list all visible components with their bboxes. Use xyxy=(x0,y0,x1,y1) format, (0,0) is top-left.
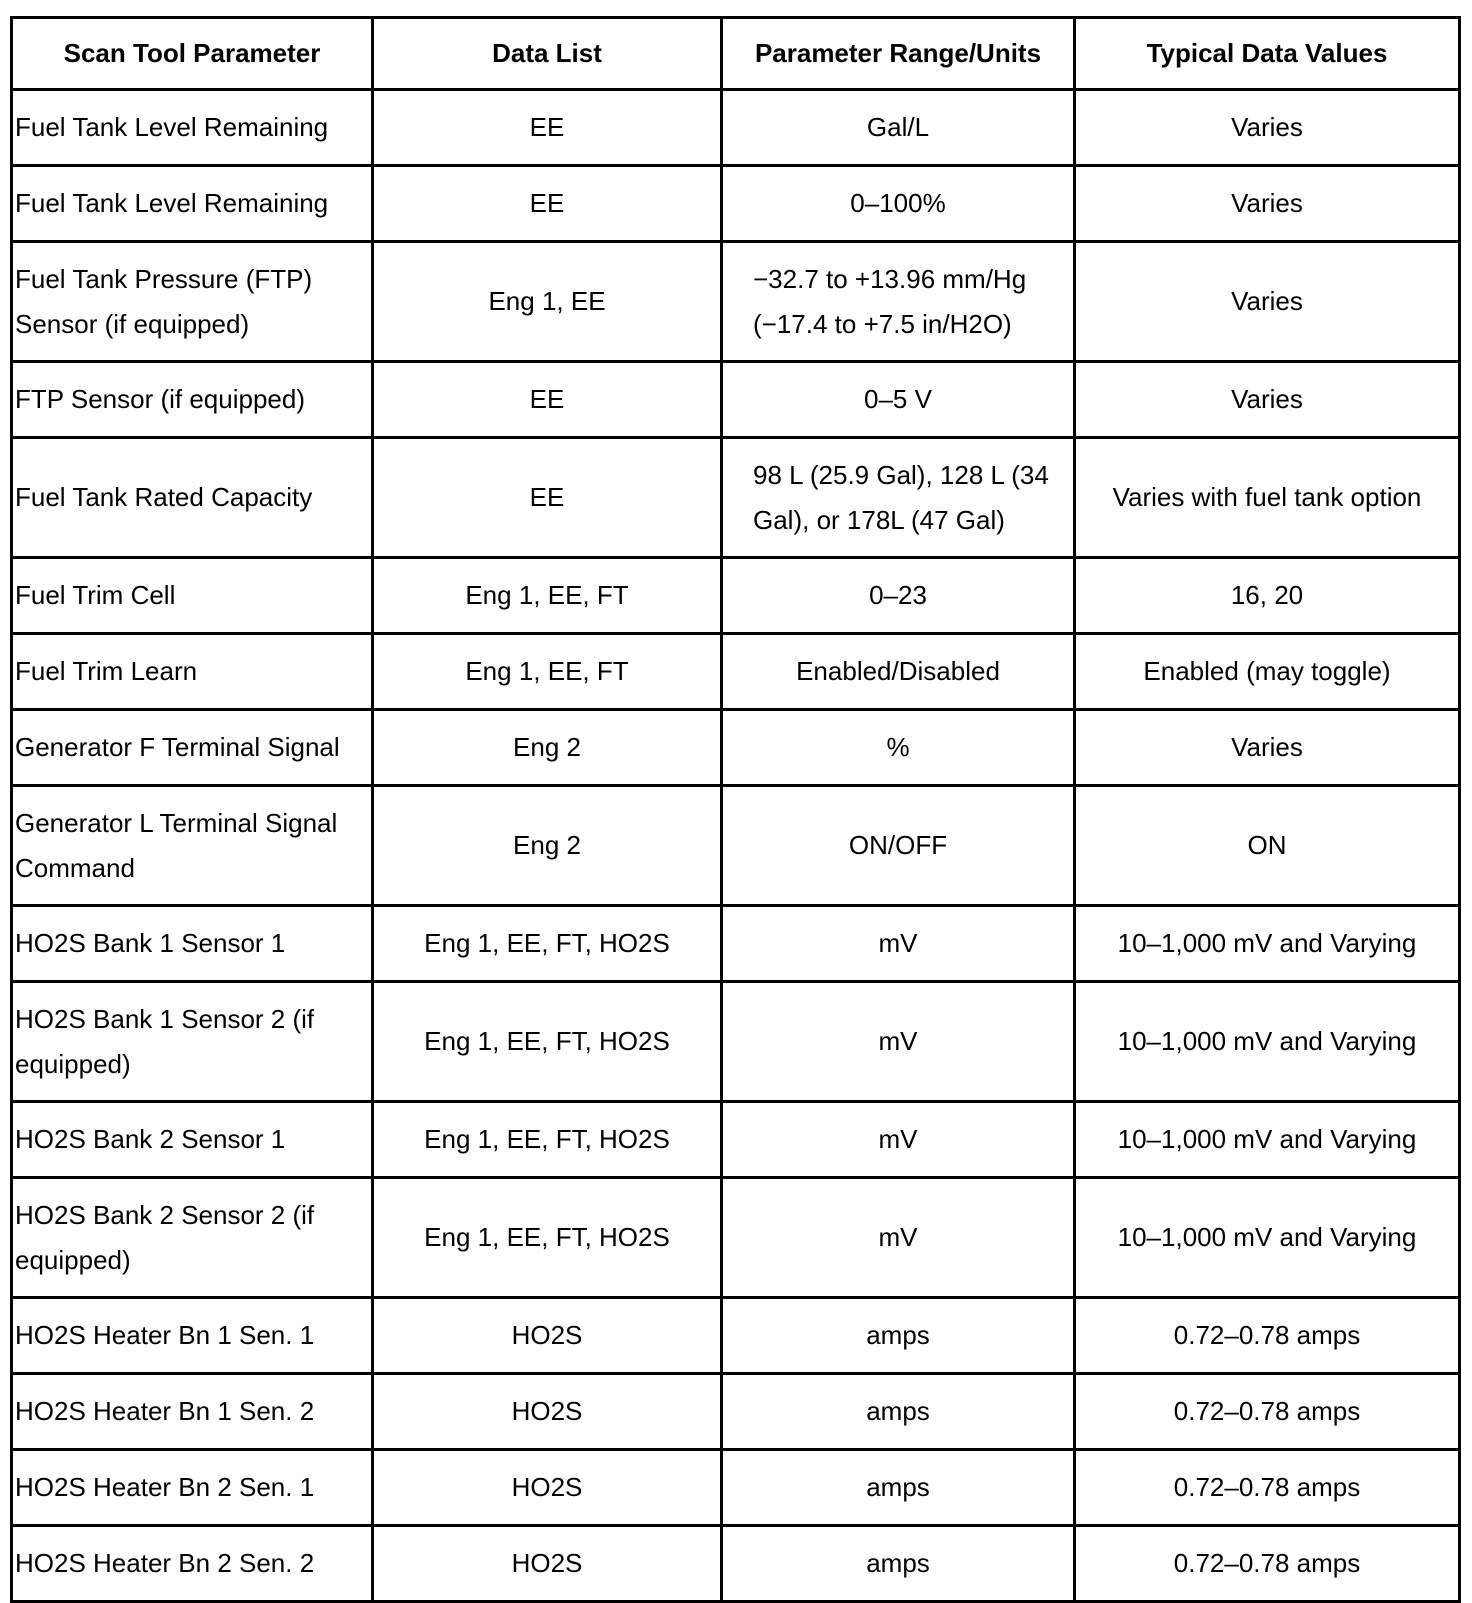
parameter-cell: HO2S Heater Bn 1 Sen. 1 xyxy=(12,1298,373,1374)
data-list-cell: HO2S xyxy=(373,1526,722,1602)
header-scan-tool-parameter: Scan Tool Parameter xyxy=(12,18,373,90)
typical-value-cell: 0.72–0.78 amps xyxy=(1075,1298,1460,1374)
header-parameter-range-units: Parameter Range/Units xyxy=(722,18,1075,90)
data-list-cell: Eng 1, EE, FT, HO2S xyxy=(373,1178,722,1298)
range-cell: 0–23 xyxy=(722,558,1075,634)
data-list-cell: Eng 2 xyxy=(373,786,722,906)
table-row xyxy=(12,710,1460,786)
parameter-cell: Fuel Tank Rated Capacity xyxy=(12,438,373,558)
parameter-cell: Fuel Tank Level Remaining xyxy=(12,166,373,242)
parameter-text: HO2S Bank 2 Sensor 2 (if equipped) xyxy=(15,1199,315,1275)
typical-value-cell: Varies xyxy=(1075,242,1460,362)
table-row xyxy=(12,906,1460,982)
range-cell: amps xyxy=(722,1298,1075,1374)
table-row xyxy=(12,362,1460,438)
data-list-cell: HO2S xyxy=(373,1450,722,1526)
parameter-cell: FTP Sensor (if equipped) xyxy=(12,362,373,438)
table-row xyxy=(12,1450,1460,1526)
typical-value-cell: Varies xyxy=(1075,362,1460,438)
table-row xyxy=(12,558,1460,634)
data-list-cell: Eng 1, EE xyxy=(373,242,722,362)
data-list-cell: Eng 1, EE, FT xyxy=(373,634,722,710)
data-list-cell: Eng 1, EE, FT, HO2S xyxy=(373,906,722,982)
parameter-cell xyxy=(12,786,373,906)
parameter-cell: HO2S Heater Bn 2 Sen. 1 xyxy=(12,1450,373,1526)
data-list-cell: EE xyxy=(373,362,722,438)
parameter-cell: HO2S Heater Bn 2 Sen. 2 xyxy=(12,1526,373,1602)
parameter-cell xyxy=(12,242,373,362)
typical-value-cell: Varies xyxy=(1075,710,1460,786)
parameter-cell: HO2S Bank 1 Sensor 1 xyxy=(12,906,373,982)
range-cell: % xyxy=(722,710,1075,786)
range-cell: Enabled/Disabled xyxy=(722,634,1075,710)
header-data-list: Data List xyxy=(373,18,722,90)
parameter-cell xyxy=(12,1178,373,1298)
typical-value-cell: 10–1,000 mV and Varying xyxy=(1075,906,1460,982)
range-cell: amps xyxy=(722,1450,1075,1526)
range-cell: Gal/L xyxy=(722,90,1075,166)
typical-value-cell: Varies xyxy=(1075,166,1460,242)
data-list-cell: Eng 1, EE, FT, HO2S xyxy=(373,982,722,1102)
data-list-cell: EE xyxy=(373,438,722,558)
parameter-cell: Generator F Terminal Signal xyxy=(12,710,373,786)
data-list-cell: Eng 1, EE, FT, HO2S xyxy=(373,1102,722,1178)
parameter-cell: Fuel Trim Cell xyxy=(12,558,373,634)
data-list-cell: Eng 1, EE, FT xyxy=(373,558,722,634)
table-header-row xyxy=(12,18,1460,90)
table-row xyxy=(12,1374,1460,1450)
parameter-cell xyxy=(12,982,373,1102)
parameter-text: Generator L Terminal Signal Command xyxy=(15,807,338,883)
table-row xyxy=(12,1526,1460,1602)
range-cell: mV xyxy=(722,1102,1075,1178)
range-cell: mV xyxy=(722,1178,1075,1298)
range-cell: 98 L (25.9 Gal), 128 L (34 Gal), or 178L (47 Gal) xyxy=(722,438,1075,558)
typical-value-cell: 10–1,000 mV and Varying xyxy=(1075,1178,1460,1298)
parameter-text: Fuel Tank Pressure (FTP) Sensor (if equipped) xyxy=(15,263,313,339)
typical-value-cell: Enabled (may toggle) xyxy=(1075,634,1460,710)
table-row xyxy=(12,786,1460,906)
typical-value-cell: 10–1,000 mV and Varying xyxy=(1075,982,1460,1102)
typical-value-cell: Varies with fuel tank option xyxy=(1075,438,1460,558)
parameter-text: HO2S Bank 1 Sensor 2 (if equipped) xyxy=(15,1003,315,1079)
table-row xyxy=(12,90,1460,166)
parameter-cell: HO2S Bank 2 Sensor 1 xyxy=(12,1102,373,1178)
data-list-cell: Eng 2 xyxy=(373,710,722,786)
range-cell: amps xyxy=(722,1526,1075,1602)
table-row xyxy=(12,634,1460,710)
table-row xyxy=(12,438,1460,558)
typical-value-cell: ON xyxy=(1075,786,1460,906)
table-row xyxy=(12,1178,1460,1298)
range-cell: −32.7 to +13.96 mm/Hg (−17.4 to +7.5 in/H2O) xyxy=(722,242,1075,362)
table-row xyxy=(12,1102,1460,1178)
scan-tool-data-table xyxy=(10,16,1461,1603)
data-list-cell: HO2S xyxy=(373,1298,722,1374)
range-cell: 0–5 V xyxy=(722,362,1075,438)
range-cell: 0–100% xyxy=(722,166,1075,242)
range-cell: mV xyxy=(722,982,1075,1102)
header-typical-data-values: Typical Data Values xyxy=(1075,18,1460,90)
table-row xyxy=(12,982,1460,1102)
typical-value-cell: 10–1,000 mV and Varying xyxy=(1075,1102,1460,1178)
typical-value-cell: 0.72–0.78 amps xyxy=(1075,1450,1460,1526)
typical-value-cell: 0.72–0.78 amps xyxy=(1075,1374,1460,1450)
parameter-cell: Fuel Trim Learn xyxy=(12,634,373,710)
table-row xyxy=(12,1298,1460,1374)
data-list-cell: EE xyxy=(373,166,722,242)
parameter-cell: Fuel Tank Level Remaining xyxy=(12,90,373,166)
data-list-cell: EE xyxy=(373,90,722,166)
range-cell: amps xyxy=(722,1374,1075,1450)
typical-value-cell: 16, 20 xyxy=(1075,558,1460,634)
typical-value-cell: Varies xyxy=(1075,90,1460,166)
data-list-cell: HO2S xyxy=(373,1374,722,1450)
table-row xyxy=(12,242,1460,362)
range-cell: mV xyxy=(722,906,1075,982)
parameter-cell: HO2S Heater Bn 1 Sen. 2 xyxy=(12,1374,373,1450)
table-row xyxy=(12,166,1460,242)
typical-value-cell: 0.72–0.78 amps xyxy=(1075,1526,1460,1602)
range-cell: ON/OFF xyxy=(722,786,1075,906)
